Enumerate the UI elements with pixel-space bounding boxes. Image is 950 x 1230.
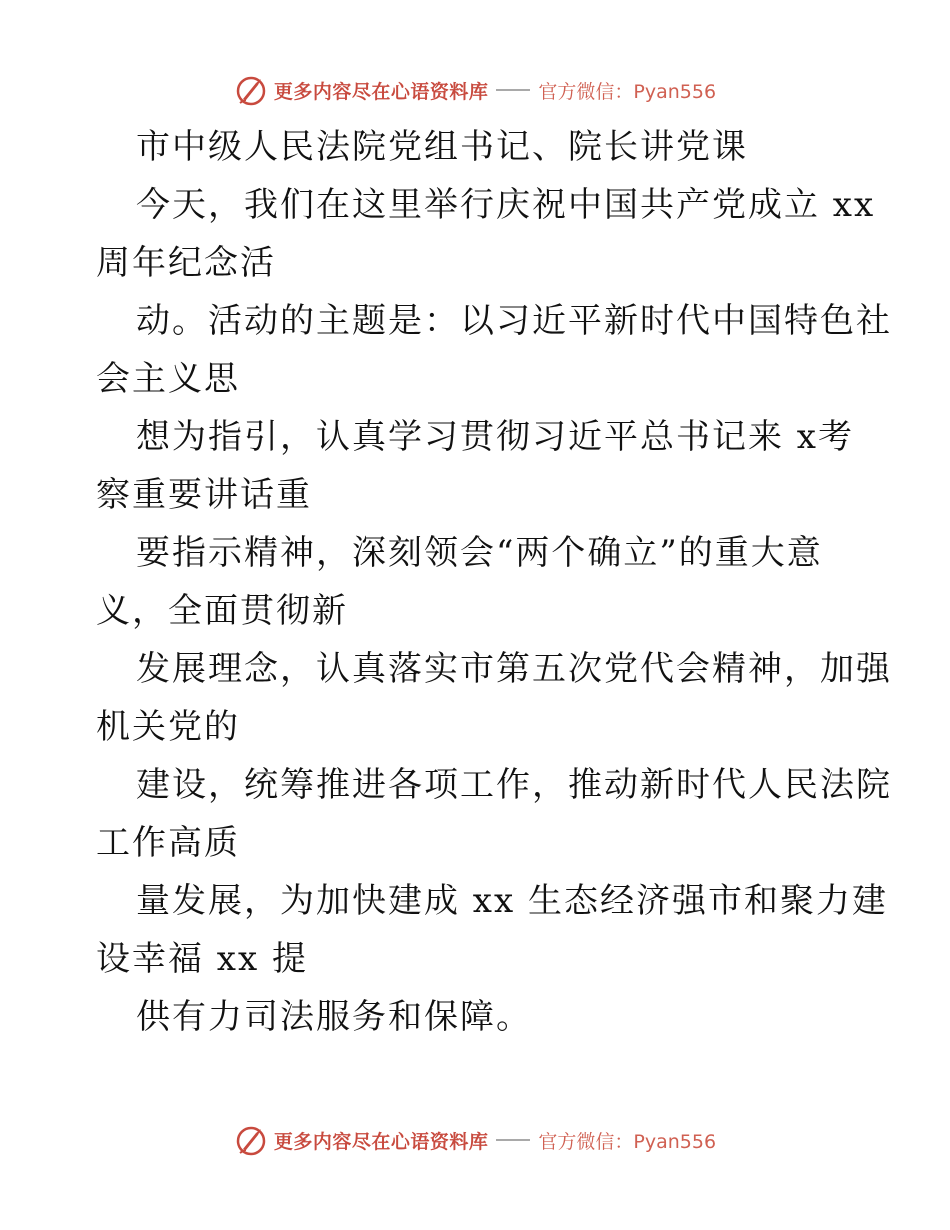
document-line: 想为指引，认真学习贯彻习近平总书记来 x考: [136, 417, 854, 457]
header-banner: [0, 70, 950, 110]
document-line: 发展理念，认真落实市第五次党代会精神，加强: [136, 649, 892, 689]
document-line: 义，全面贯彻新: [96, 591, 348, 631]
document-title: 市中级人民法院党组书记、院长讲党课: [136, 127, 748, 167]
document-line: 供有力司法服务和保障。: [136, 997, 532, 1037]
document-line: 察重要讲话重: [96, 475, 312, 515]
document-line: 设幸福 xx 提: [96, 939, 308, 979]
document-line: 要指示精神，深刻领会“两个确立”的重大意: [136, 533, 823, 573]
document-line: 建设，统筹推进各项工作，推动新时代人民法院: [136, 765, 892, 805]
document-line: 量发展，为加快建成 xx 生态经济强市和聚力建: [136, 881, 888, 921]
document-line: 周年纪念活: [96, 243, 276, 283]
banner-divider: [496, 89, 530, 91]
document-line: 机关党的: [96, 707, 240, 747]
document-line: 会主义思: [96, 359, 240, 399]
footer-banner: [0, 1120, 950, 1160]
banner-divider: [496, 1139, 530, 1141]
banner-wechat: 官方微信：Pyan556: [538, 80, 717, 103]
banner-wechat: 官方微信：Pyan556: [538, 1130, 717, 1153]
document-line: 工作高质: [96, 823, 240, 863]
document-body: [96, 118, 892, 1046]
quill-pen-logo-icon: [234, 73, 268, 107]
quill-pen-logo-icon: [234, 1123, 268, 1157]
banner-text: 更多内容尽在心语资料库: [273, 1130, 489, 1153]
banner-text: 更多内容尽在心语资料库: [273, 80, 489, 103]
document-line: 动。活动的主题是：以习近平新时代中国特色社: [136, 301, 892, 341]
document-line: 今天，我们在这里举行庆祝中国共产党成立 xx: [136, 185, 876, 225]
